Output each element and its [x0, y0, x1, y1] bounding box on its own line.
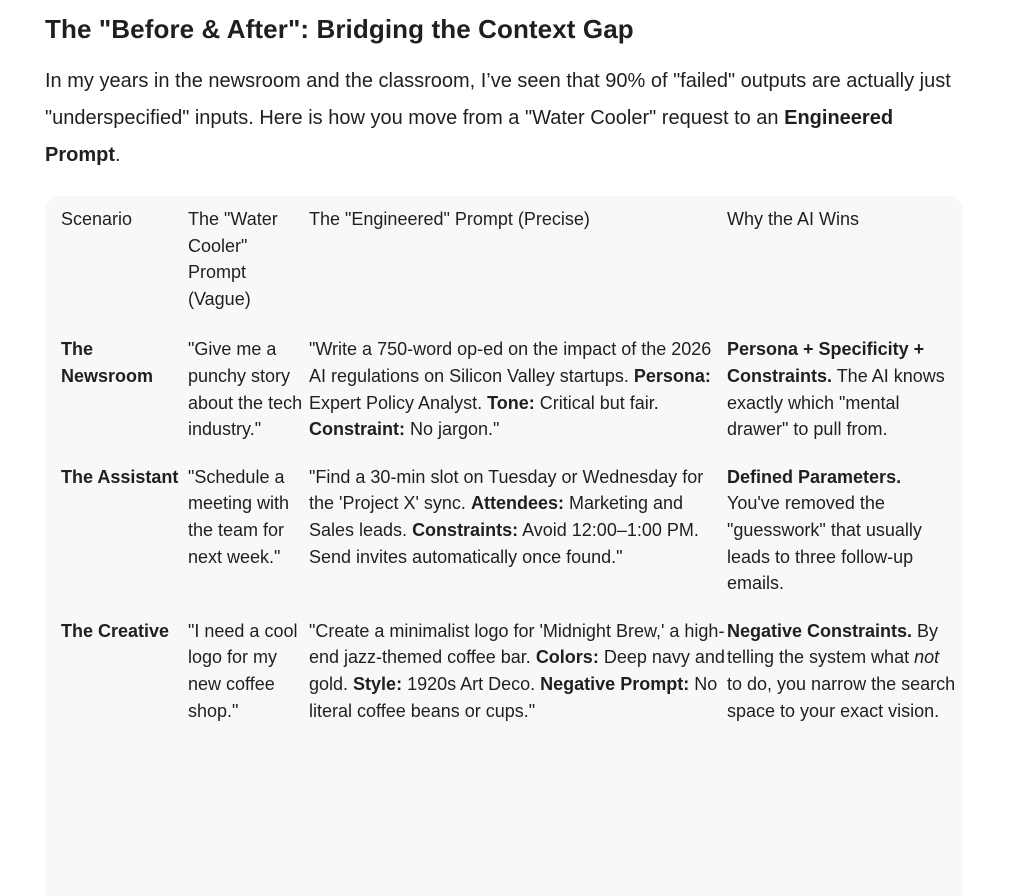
engineered-value: Avoid 12:00–1:00 PM. Send invites automatically once found." [309, 519, 699, 567]
row-vague-prompt: "Schedule a meeting with the team for next week." [188, 466, 290, 567]
engineered-key: Persona: [633, 365, 711, 386]
engineered-value: Critical but fair. [534, 392, 659, 413]
engineered-value: 1920s Art Deco. [402, 673, 541, 694]
why-text: By telling the system what [727, 620, 939, 668]
engineered-key: Colors: [535, 647, 599, 668]
why-text: to do, you narrow the search space to your exact vision. [727, 673, 956, 721]
intro-end: . [115, 144, 121, 166]
row-vague-prompt: "I need a cool logo for my new coffee shop." [188, 620, 298, 721]
engineered-key: Constraint: [309, 419, 405, 440]
row-scenario: The Assistant [61, 466, 179, 487]
why-text: The AI knows exactly which "mental drawer" to pull from. [727, 365, 945, 440]
row-engineered-prompt [309, 464, 727, 618]
row-engineered-prompt [309, 336, 727, 463]
engineered-key: Tone: [487, 392, 535, 413]
why-text: You've removed the "guesswork" that usually leads to three follow-up emails. [727, 493, 922, 594]
engineered-key: Constraints: [412, 519, 519, 540]
comparison-table [61, 206, 956, 745]
table-row [61, 336, 956, 463]
header-why-ai-wins: Why the AI Wins [727, 209, 860, 229]
why-bold: Negative Constraints. [727, 620, 913, 641]
intro-text: In my years in the newsroom and the classroom, I’ve seen that 90% of "failed" outputs are actually just "underspecified" inputs. Here is how you move from a "Water Cooler" request to an [45, 70, 951, 129]
section-heading: The "Before & After": Bridging the Context Gap [45, 14, 634, 44]
engineered-key: Negative Prompt: [540, 673, 690, 694]
table-wrapper [61, 206, 956, 745]
row-why-ai-wins [727, 336, 956, 463]
why-emphasis: not [914, 647, 940, 668]
engineered-key: Style: [353, 673, 403, 694]
intro-paragraph [45, 63, 960, 174]
row-engineered-prompt [309, 618, 727, 745]
engineered-intro: "Write a 750-word op-ed on the impact of the 2026 AI regulations on Silicon Valley startups. [309, 339, 712, 386]
table-header-row [61, 206, 956, 336]
engineered-value: No jargon." [405, 419, 500, 440]
row-scenario: The Newsroom [61, 339, 154, 386]
engineered-value: No literal coffee beans or cups." [309, 673, 718, 721]
comparison-table-card [45, 196, 963, 896]
why-bold: Defined Parameters. [727, 466, 902, 487]
header-vague-prompt: The "Water Cooler" Prompt (Vague) [188, 209, 278, 309]
table-row [61, 464, 956, 618]
engineered-value: Deep navy and gold. [309, 647, 725, 694]
row-why-ai-wins [727, 464, 956, 618]
table-row [61, 618, 956, 745]
intro-bold: Engineered Prompt [45, 107, 894, 166]
header-engineered-prompt: The "Engineered" Prompt (Precise) [309, 209, 590, 229]
engineered-intro: "Find a 30-min slot on Tuesday or Wednesday for the 'Project X' sync. [309, 466, 704, 514]
why-bold: Persona + Specificity + Constraints. [727, 339, 925, 386]
engineered-key: Attendees: [470, 493, 564, 514]
header-scenario: Scenario [61, 209, 133, 229]
row-why-ai-wins [727, 618, 956, 745]
engineered-value: Marketing and Sales leads. [309, 493, 684, 540]
engineered-intro: "Create a minimalist logo for 'Midnight Brew,' a high-end jazz-themed coffee bar. [309, 620, 725, 668]
row-vague-prompt: "Give me a punchy story about the tech industry." [188, 339, 303, 440]
engineered-value: Expert Policy Analyst. [309, 392, 488, 413]
row-scenario: The Creative [61, 620, 170, 641]
